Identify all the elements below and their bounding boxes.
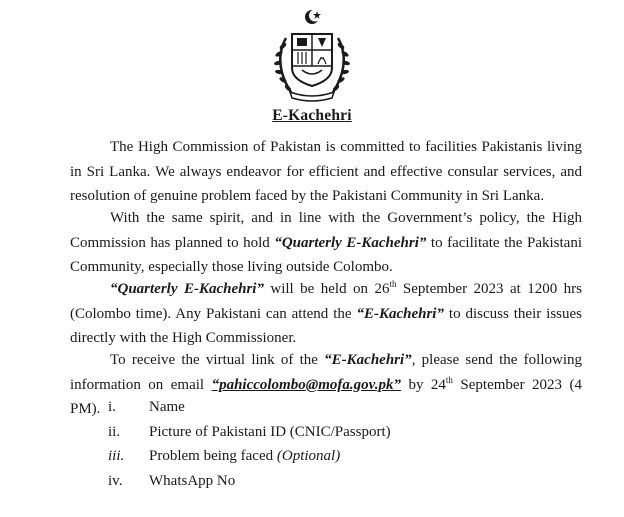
paragraph-plan <box>70 206 582 280</box>
requirements-list <box>70 395 550 493</box>
list-number: i. <box>108 399 116 415</box>
event-name: “Quarterly E-Kachehri” <box>110 281 264 297</box>
paragraph-schedule <box>70 277 582 351</box>
list-item <box>70 395 550 420</box>
paragraph-schedule-text-b: September 2023 at 1200 hrs (Colombo time). Any Pakistani can attend the <box>70 281 582 322</box>
list-label: Picture of Pakistani ID (CNIC/Passport) <box>149 423 391 440</box>
list-item <box>70 469 550 494</box>
paragraph-schedule-text-c: to discuss their issues directly with the High Commissioner. <box>70 305 582 346</box>
event-name: “E-Kachehri” <box>356 305 444 322</box>
event-name: “E-Kachehri” <box>324 352 412 368</box>
paragraph-plan-text-b: to facilitate the Pakistani Community, especially those living outside Colombo. <box>70 234 582 275</box>
list-label: Name <box>149 399 185 415</box>
list-item <box>70 420 550 445</box>
list-item <box>70 444 550 469</box>
state-emblem-icon <box>262 8 362 104</box>
document-title: E-Kachehri <box>272 107 352 124</box>
optional-note: (Optional) <box>276 448 341 464</box>
paragraph-registration-text-c: by 24 <box>400 376 446 393</box>
list-label: Problem being faced (Optional) <box>149 448 341 464</box>
paragraph-intro: The High Commission of Pakistan is committed to facilities Pakistanis living in Sri Lanka. We always endeavor for efficient and effective consular services, and resolution of genuine problem faced by the Pakistani Community in Sri Lanka. <box>70 139 582 204</box>
ordinal-suffix: th <box>389 279 397 289</box>
event-name: “Quarterly E-Kachehri” <box>274 234 427 251</box>
list-number: iii. <box>108 448 125 464</box>
paragraph-schedule-text-a: will be held on 26 <box>263 281 390 297</box>
paragraph-registration-text-d: September 2023 (4 PM). <box>70 376 583 417</box>
list-number: iv. <box>108 472 123 489</box>
paragraph-registration-text-a: To receive the virtual link of the <box>110 352 325 368</box>
list-label: WhatsApp No <box>149 472 236 489</box>
paragraph-plan-text-a: With the same spirit, and in line with the Government’s policy, the High Commission has planned to hold <box>70 210 582 251</box>
contact-email-link[interactable]: “pahiccolombo@mofa.gov.pk” <box>211 376 401 393</box>
list-number: ii. <box>108 423 121 440</box>
ordinal-suffix: th <box>445 374 453 385</box>
paragraph-registration-text-b: , please send the following information on email <box>70 352 582 393</box>
